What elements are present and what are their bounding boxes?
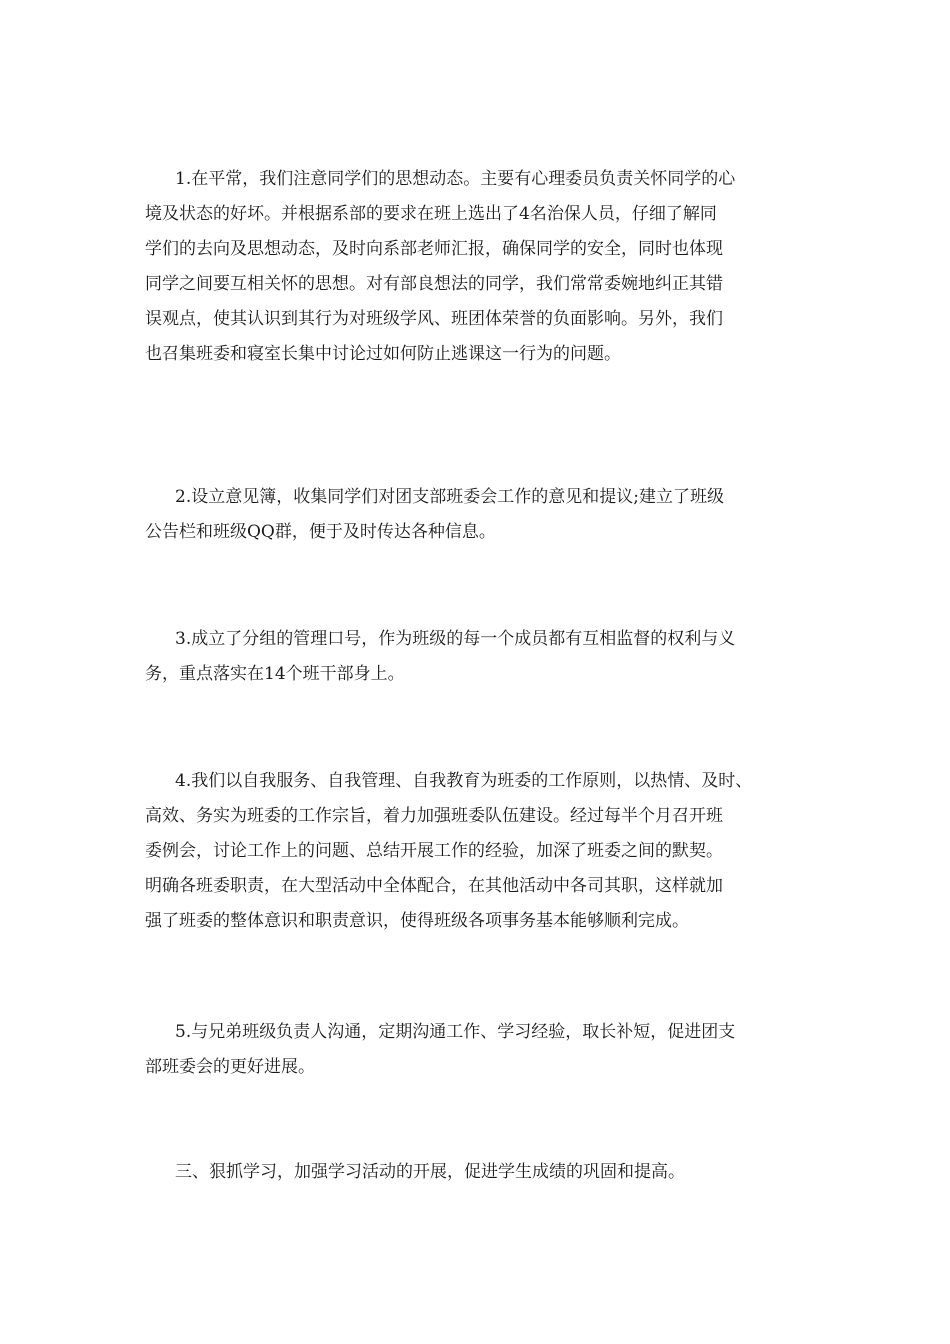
paragraph-3	[145, 622, 810, 692]
paragraph-line: 高效、务实为班委的工作宗旨，着力加强班委队伍建设。经过每半个月召开班	[145, 806, 723, 826]
paragraph-2	[145, 480, 810, 550]
paragraph-line: 2.设立意见簿，收集同学们对团支部班委会工作的意见和提议;建立了班级	[175, 487, 724, 507]
paragraph-line: 明确各班委职责，在大型活动中全体配合，在其他活动中各司其职，这样就加	[145, 876, 723, 896]
section-heading-3	[145, 1155, 810, 1190]
paragraph-line: 境及状态的好坏。并根据系部的要求在班上选出了4名治保人员，仔细了解同	[145, 204, 717, 224]
paragraph-line: 公告栏和班级QQ群，便于及时传达各种信息。	[145, 522, 496, 542]
paragraph-line: 学们的去向及思想动态，及时向系部老师汇报，确保同学的安全，同时也体现	[145, 239, 723, 259]
paragraph-line: 也召集班委和寝室长集中讨论过如何防止逃课这一行为的问题。	[145, 344, 621, 364]
paragraph-line: 1.在平常，我们注意同学们的思想动态。主要有心理委员负责关怀同学的心	[175, 169, 736, 189]
paragraph-line: 务，重点落实在14个班干部身上。	[145, 664, 405, 684]
paragraph-line: 误观点，使其认识到其行为对班级学风、班团体荣誉的负面影响。另外，我们	[145, 309, 723, 329]
section-heading-text: 三、狠抓学习，加强学习活动的开展，促进学生成绩的巩固和提高。	[175, 1162, 685, 1182]
paragraph-line: 4.我们以自我服务、自我管理、自我教育为班委的工作原则，以热情、及时、	[175, 771, 753, 791]
paragraph-line: 5.与兄弟班级负责人沟通，定期沟通工作、学习经验，取长补短，促进团支	[175, 1022, 736, 1042]
paragraph-line: 部班委会的更好进展。	[145, 1057, 315, 1077]
paragraph-line: 3.成立了分组的管理口号，作为班级的每一个成员都有互相监督的权利与义	[175, 629, 736, 649]
paragraph-line: 同学之间要互相关怀的思想。对有部良想法的同学，我们常常委婉地纠正其错	[145, 274, 723, 294]
paragraph-line: 强了班委的整体意识和职责意识，使得班级各项事务基本能够顺利完成。	[145, 911, 689, 931]
paragraph-5	[145, 1015, 810, 1085]
paragraph-1	[145, 162, 810, 372]
paragraph-4	[145, 764, 810, 939]
paragraph-line: 委例会，讨论工作上的问题、总结开展工作的经验，加深了班委之间的默契。	[145, 841, 723, 861]
